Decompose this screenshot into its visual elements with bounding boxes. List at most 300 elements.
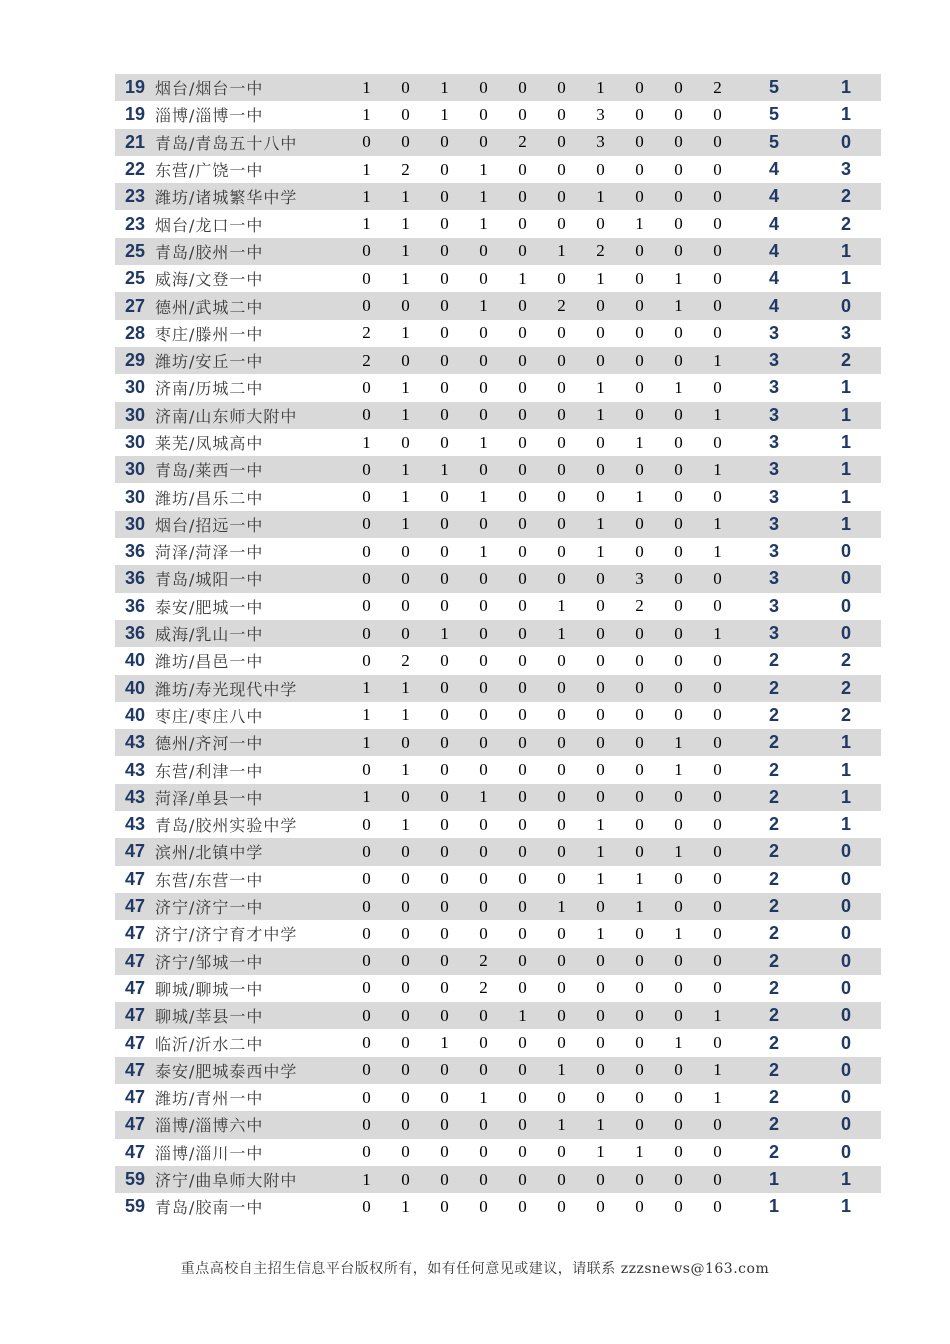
table-row	[115, 756, 881, 783]
count-cell: 0	[713, 323, 722, 343]
count-cell: 0	[620, 1166, 659, 1193]
count-cell: 0	[479, 323, 488, 343]
count-cell: 1	[479, 487, 488, 507]
count-cell: 2	[347, 347, 386, 374]
rank-cell: 43	[124, 814, 146, 835]
table-row	[115, 292, 881, 319]
total-cell: 2	[737, 1057, 811, 1084]
count-cell: 1	[401, 487, 410, 507]
count-cell: 0	[635, 1033, 644, 1053]
count-cell: 1	[659, 292, 698, 319]
count-cell: 0	[674, 978, 683, 998]
count-cell: 0	[347, 456, 386, 483]
rank-cell: 36	[115, 620, 155, 647]
school-name-cell: 青岛/莱西一中	[155, 456, 347, 483]
top-count-cell: 0	[840, 977, 851, 998]
total-cell: 5	[737, 74, 811, 101]
table-row	[115, 183, 881, 210]
count-cell: 0	[659, 511, 698, 538]
count-cell: 0	[425, 838, 464, 865]
count-cell: 0	[620, 784, 659, 811]
count-cell: 0	[401, 432, 410, 452]
count-cell: 0	[713, 1196, 722, 1216]
top-count-cell: 1	[840, 1196, 851, 1217]
count-cell: 0	[698, 183, 737, 210]
count-cell: 0	[362, 487, 371, 507]
total-cell: 1	[737, 1166, 811, 1193]
table-row	[115, 1111, 881, 1138]
rank-cell: 43	[115, 729, 155, 756]
top-count-cell: 0	[840, 1087, 851, 1108]
count-cell: 0	[557, 1142, 566, 1162]
count-cell: 0	[440, 377, 449, 397]
count-cell: 0	[464, 456, 503, 483]
rank-cell: 47	[124, 1032, 146, 1053]
count-cell: 0	[557, 814, 566, 834]
top-count-cell: 2	[840, 213, 851, 234]
table-row	[115, 920, 881, 947]
count-cell: 2	[698, 74, 737, 101]
count-cell: 0	[518, 760, 527, 780]
count-cell: 1	[386, 183, 425, 210]
count-cell: 0	[347, 129, 386, 156]
count-cell: 1	[347, 675, 386, 702]
table-row	[115, 511, 881, 538]
count-cell: 1	[581, 1111, 620, 1138]
count-cell: 0	[518, 159, 527, 179]
count-cell: 1	[596, 814, 605, 834]
count-cell: 1	[542, 620, 581, 647]
school-name-cell: 青岛/城阳一中	[155, 565, 347, 592]
rank-cell: 30	[124, 377, 146, 398]
count-cell: 0	[542, 456, 581, 483]
top-count-cell: 0	[811, 1057, 881, 1084]
total-cell: 5	[737, 129, 811, 156]
count-cell: 0	[713, 650, 722, 670]
table-row	[115, 1084, 881, 1111]
count-cell: 0	[581, 948, 620, 975]
table-row	[115, 975, 881, 1002]
count-cell: 0	[557, 541, 566, 561]
count-cell: 0	[347, 511, 386, 538]
school-name-cell: 泰安/肥城泰西中学	[155, 1057, 347, 1084]
count-cell: 0	[362, 377, 371, 397]
count-cell: 1	[464, 183, 503, 210]
count-cell: 0	[635, 268, 644, 288]
school-name-cell: 淄博/淄博一中	[155, 106, 264, 126]
count-cell: 0	[635, 760, 644, 780]
count-cell: 0	[362, 268, 371, 288]
count-cell: 0	[347, 838, 386, 865]
count-cell: 1	[386, 402, 425, 429]
count-cell: 0	[386, 1166, 425, 1193]
count-cell: 0	[557, 705, 566, 725]
table-row	[115, 893, 881, 920]
count-cell: 0	[464, 347, 503, 374]
count-cell: 0	[620, 456, 659, 483]
count-cell: 0	[542, 347, 581, 374]
table-row	[115, 948, 881, 975]
table-row	[115, 210, 881, 237]
count-cell: 1	[518, 268, 527, 288]
top-count-cell: 0	[811, 1111, 881, 1138]
count-cell: 0	[596, 1196, 605, 1216]
count-cell: 0	[581, 565, 620, 592]
count-cell: 0	[503, 784, 542, 811]
table-row	[115, 538, 881, 565]
school-name-cell: 烟台/烟台一中	[155, 74, 347, 101]
count-cell: 0	[542, 784, 581, 811]
count-cell: 0	[464, 1002, 503, 1029]
total-cell: 3	[737, 402, 811, 429]
count-cell: 0	[698, 784, 737, 811]
count-cell: 0	[659, 1057, 698, 1084]
count-cell: 2	[401, 159, 410, 179]
count-cell: 0	[425, 675, 464, 702]
count-cell: 0	[347, 1057, 386, 1084]
count-cell: 1	[581, 838, 620, 865]
total-cell: 2	[737, 675, 811, 702]
school-name-cell: 潍坊/青州一中	[155, 1089, 264, 1109]
copyright-footer: 重点高校自主招生信息平台版权所有，如有任何意见或建议，请联系 zzzsnews@163.com	[180, 1261, 770, 1277]
total-cell: 5	[768, 104, 779, 125]
rank-cell: 36	[124, 541, 146, 562]
count-cell: 0	[362, 1087, 371, 1107]
count-cell: 0	[635, 1196, 644, 1216]
count-cell: 0	[542, 729, 581, 756]
rank-cell: 59	[115, 1166, 155, 1193]
count-cell: 0	[659, 675, 698, 702]
count-cell: 0	[557, 1196, 566, 1216]
rank-cell: 36	[115, 565, 155, 592]
count-cell: 0	[542, 1002, 581, 1029]
count-cell: 0	[713, 869, 722, 889]
count-cell: 1	[674, 268, 683, 288]
count-cell: 0	[557, 159, 566, 179]
count-cell: 0	[620, 838, 659, 865]
count-cell: 1	[479, 159, 488, 179]
count-cell: 0	[596, 596, 605, 616]
count-cell: 0	[635, 923, 644, 943]
total-cell: 2	[768, 977, 779, 998]
count-cell: 0	[674, 869, 683, 889]
count-cell: 0	[440, 268, 449, 288]
count-cell: 1	[581, 74, 620, 101]
count-cell: 0	[659, 238, 698, 265]
school-name-cell: 济宁/济宁育才中学	[155, 925, 298, 945]
rank-cell: 36	[124, 595, 146, 616]
count-cell: 0	[635, 705, 644, 725]
count-cell: 1	[401, 705, 410, 725]
top-count-cell: 1	[840, 486, 851, 507]
count-cell: 0	[440, 323, 449, 343]
count-cell: 0	[620, 292, 659, 319]
count-cell: 0	[518, 323, 527, 343]
count-cell: 0	[503, 729, 542, 756]
table-row	[115, 1166, 881, 1193]
total-cell: 3	[768, 432, 779, 452]
count-cell: 0	[386, 129, 425, 156]
top-count-cell: 0	[811, 838, 881, 865]
count-cell: 0	[518, 1087, 527, 1107]
school-name-cell: 淄博/淄博六中	[155, 1111, 347, 1138]
count-cell: 1	[698, 1057, 737, 1084]
count-cell: 0	[713, 377, 722, 397]
count-cell: 1	[425, 74, 464, 101]
count-cell: 0	[425, 183, 464, 210]
count-cell: 0	[479, 705, 488, 725]
count-cell: 1	[635, 487, 644, 507]
total-cell: 2	[737, 784, 811, 811]
count-cell: 0	[479, 377, 488, 397]
count-cell: 0	[362, 978, 371, 998]
count-cell: 1	[542, 1057, 581, 1084]
count-cell: 1	[362, 159, 371, 179]
table-row	[115, 101, 881, 128]
count-cell: 0	[674, 487, 683, 507]
total-cell: 2	[768, 759, 779, 780]
count-cell: 0	[440, 814, 449, 834]
table-row	[115, 647, 881, 674]
rank-cell: 40	[124, 650, 146, 671]
count-cell: 0	[386, 620, 425, 647]
count-cell: 0	[479, 1033, 488, 1053]
count-cell: 0	[596, 760, 605, 780]
count-cell: 0	[557, 377, 566, 397]
top-count-cell: 0	[811, 620, 881, 647]
count-cell: 0	[674, 104, 683, 124]
count-cell: 1	[635, 1142, 644, 1162]
total-cell: 2	[768, 923, 779, 944]
count-cell: 1	[464, 784, 503, 811]
count-cell: 0	[659, 129, 698, 156]
total-cell: 2	[768, 1087, 779, 1108]
school-name-cell: 淄博/淄川一中	[155, 1143, 264, 1163]
top-count-cell: 1	[840, 814, 851, 835]
school-name-cell: 济宁/济宁一中	[155, 893, 347, 920]
table-row	[115, 1002, 881, 1029]
table-row	[115, 1193, 881, 1220]
count-cell: 0	[713, 487, 722, 507]
total-cell: 3	[737, 620, 811, 647]
total-cell: 3	[737, 511, 811, 538]
top-count-cell: 2	[811, 347, 881, 374]
count-cell: 0	[503, 838, 542, 865]
count-cell: 0	[401, 596, 410, 616]
count-cell: 0	[581, 893, 620, 920]
count-cell: 0	[581, 729, 620, 756]
count-cell: 0	[713, 923, 722, 943]
count-cell: 0	[503, 1166, 542, 1193]
count-cell: 0	[518, 814, 527, 834]
top-count-cell: 0	[811, 292, 881, 319]
count-cell: 0	[698, 238, 737, 265]
top-count-cell: 1	[840, 432, 851, 452]
count-cell: 0	[503, 1057, 542, 1084]
count-cell: 0	[620, 183, 659, 210]
count-cell: 0	[347, 402, 386, 429]
count-cell: 0	[659, 620, 698, 647]
count-cell: 0	[386, 1002, 425, 1029]
total-cell: 2	[768, 814, 779, 835]
count-cell: 1	[542, 893, 581, 920]
count-cell: 0	[347, 893, 386, 920]
count-cell: 1	[401, 760, 410, 780]
count-cell: 0	[518, 1196, 527, 1216]
count-cell: 1	[479, 541, 488, 561]
count-cell: 0	[635, 978, 644, 998]
school-name-cell: 潍坊/寿光现代中学	[155, 675, 347, 702]
count-cell: 0	[581, 675, 620, 702]
count-cell: 0	[386, 1057, 425, 1084]
count-cell: 0	[503, 948, 542, 975]
table-row	[115, 129, 881, 156]
count-cell: 0	[581, 1002, 620, 1029]
table-row	[115, 74, 881, 101]
count-cell: 1	[347, 1166, 386, 1193]
rank-cell: 59	[124, 1196, 146, 1217]
count-cell: 0	[635, 323, 644, 343]
top-count-cell: 1	[811, 729, 881, 756]
total-cell: 2	[768, 1032, 779, 1053]
count-cell: 0	[401, 1142, 410, 1162]
table-row	[115, 456, 881, 483]
table-row	[115, 593, 881, 620]
total-cell: 3	[737, 456, 811, 483]
count-cell: 0	[620, 511, 659, 538]
rank-cell: 47	[124, 977, 146, 998]
count-cell: 0	[596, 487, 605, 507]
count-cell: 0	[386, 729, 425, 756]
count-cell: 0	[425, 238, 464, 265]
count-cell: 1	[542, 238, 581, 265]
count-cell: 1	[581, 183, 620, 210]
count-cell: 0	[674, 214, 683, 234]
count-cell: 0	[596, 1087, 605, 1107]
count-cell: 0	[362, 1196, 371, 1216]
count-cell: 1	[362, 104, 371, 124]
school-name-cell: 聊城/聊城一中	[155, 979, 264, 999]
count-cell: 1	[401, 323, 410, 343]
count-cell: 0	[503, 402, 542, 429]
count-cell: 0	[440, 705, 449, 725]
count-cell: 1	[698, 1002, 737, 1029]
count-cell: 1	[674, 377, 683, 397]
count-cell: 0	[542, 511, 581, 538]
top-count-cell: 0	[840, 541, 851, 562]
top-count-cell: 0	[840, 1141, 851, 1162]
count-cell: 1	[596, 377, 605, 397]
count-cell: 0	[464, 620, 503, 647]
count-cell: 0	[518, 104, 527, 124]
count-cell: 0	[464, 1111, 503, 1138]
count-cell: 0	[542, 565, 581, 592]
count-cell: 0	[479, 1196, 488, 1216]
count-cell: 0	[698, 838, 737, 865]
count-cell: 0	[425, 1057, 464, 1084]
count-cell: 1	[674, 760, 683, 780]
rank-cell: 47	[115, 1002, 155, 1029]
total-cell: 4	[768, 213, 779, 234]
rank-cell: 43	[115, 784, 155, 811]
total-cell: 3	[737, 565, 811, 592]
count-cell: 0	[479, 814, 488, 834]
count-cell: 0	[362, 814, 371, 834]
count-cell: 0	[557, 487, 566, 507]
count-cell: 1	[347, 183, 386, 210]
total-cell: 4	[768, 159, 779, 180]
school-name-cell: 东营/利津一中	[155, 761, 264, 781]
count-cell: 1	[596, 1142, 605, 1162]
count-cell: 2	[362, 323, 371, 343]
count-cell: 0	[542, 129, 581, 156]
count-cell: 0	[698, 675, 737, 702]
count-cell: 0	[479, 923, 488, 943]
count-cell: 0	[542, 948, 581, 975]
count-cell: 1	[635, 432, 644, 452]
table-row	[115, 483, 881, 510]
rank-cell: 30	[124, 432, 146, 452]
count-cell: 0	[464, 729, 503, 756]
count-cell: 0	[713, 214, 722, 234]
count-cell: 0	[386, 74, 425, 101]
school-name-cell: 东营/东营一中	[155, 870, 264, 890]
count-cell: 0	[542, 1166, 581, 1193]
count-cell: 0	[620, 402, 659, 429]
count-cell: 0	[659, 74, 698, 101]
count-cell: 0	[464, 893, 503, 920]
count-cell: 0	[386, 347, 425, 374]
total-cell: 2	[768, 868, 779, 889]
count-cell: 1	[386, 238, 425, 265]
count-cell: 1	[698, 402, 737, 429]
rank-cell: 47	[115, 893, 155, 920]
count-cell: 0	[347, 292, 386, 319]
count-cell: 0	[362, 869, 371, 889]
rank-cell: 47	[124, 1141, 146, 1162]
top-count-cell: 3	[840, 159, 851, 180]
count-cell: 0	[659, 565, 698, 592]
count-cell: 1	[440, 104, 449, 124]
count-cell: 0	[581, 292, 620, 319]
count-cell: 1	[713, 541, 722, 561]
count-cell: 0	[620, 1002, 659, 1029]
school-name-cell: 东营/广饶一中	[155, 161, 264, 181]
count-cell: 0	[635, 541, 644, 561]
school-name-cell: 青岛/青岛五十八中	[155, 129, 347, 156]
count-cell: 0	[440, 596, 449, 616]
count-cell: 0	[518, 1033, 527, 1053]
count-cell: 1	[557, 596, 566, 616]
count-cell: 0	[401, 541, 410, 561]
school-name-cell: 威海/乳山一中	[155, 620, 347, 647]
rank-cell: 47	[124, 868, 146, 889]
count-cell: 0	[620, 620, 659, 647]
top-count-cell: 0	[811, 129, 881, 156]
count-cell: 0	[425, 1111, 464, 1138]
count-cell: 1	[581, 511, 620, 538]
school-name-cell: 潍坊/诸城繁华中学	[155, 183, 347, 210]
count-cell: 0	[503, 675, 542, 702]
table-row	[115, 156, 881, 183]
count-cell: 0	[698, 893, 737, 920]
count-cell: 0	[674, 705, 683, 725]
count-cell: 1	[347, 729, 386, 756]
count-cell: 0	[362, 923, 371, 943]
rank-cell: 43	[124, 759, 146, 780]
count-cell: 0	[425, 292, 464, 319]
count-cell: 0	[581, 1166, 620, 1193]
